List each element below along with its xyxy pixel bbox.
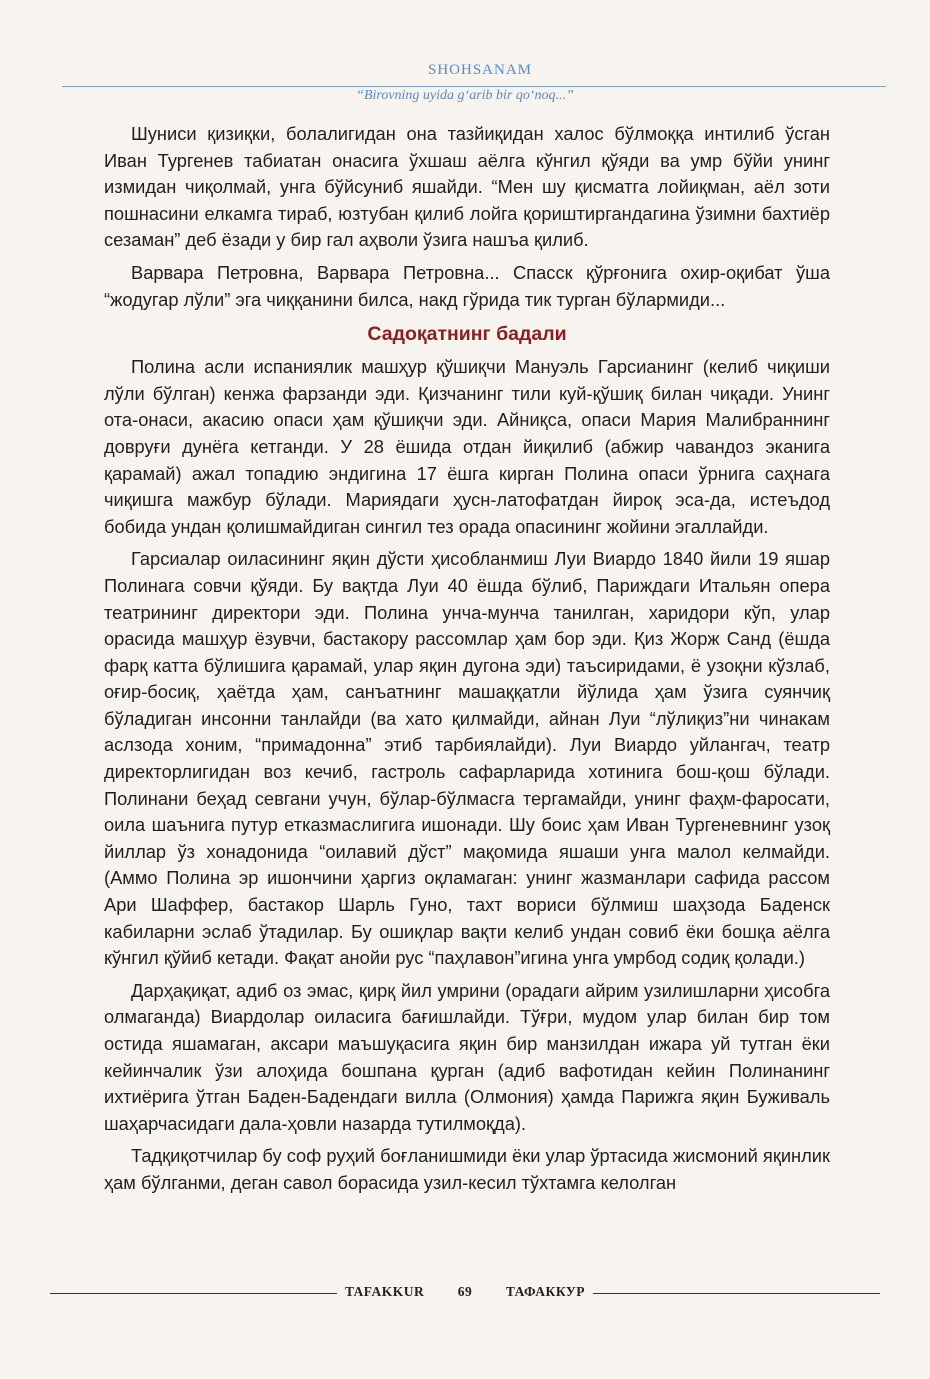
paragraph: Шуниси қизиқки, болалигидан она тазйиқидан халос бўлмоққа интилиб ўсган Иван Тургенев табиатан онасига ўхшаш аёлга кўнгил қўяди ва умр бўйи унинг измидан чиқолмай, унга бўйсуниб яшайди. “Мен шу қисматга лойиқман, аёл зоти пошнасини елкамга тираб, юзтубан қилиб лойга қориштиргандагина ўзимни бахтиёр сезаман” деб ёзади у бир гал аҳволи ўзига нашъа қилиб.: [104, 123, 830, 251]
paragraph: Дарҳақиқат, адиб оз эмас, қирқ йил умрини (орадаги айрим узилишларни ҳисобга олмаганда) Виардолар оиласига бағишлайди. Тўғри, мудом улар билан бир том остида яшамаган, аксари маъшуқасига яқин бир манзилдан ижара уй тутган ёки кейинчалик ўзи алоҳида бошпана қурган (адиб вафотидан кейин Полинанинг ихтиёрига ўтган Баден-Бадендаги вилла (Олмония) ҳамда Парижга яқин Буживаль шаҳарчасидаги дала-ҳовли назарда тутилмоқда).: [104, 979, 830, 1134]
page-number: 69: [457, 1284, 473, 1299]
paragraph: Тадқиқотчилар бу соф руҳий боғланишмиди ёки улар ўртасида жисмоний яқинлик ҳам бўлганми, деган савол борасида узил-кесил тўхтамга келолган: [104, 1145, 830, 1193]
footer-labels: [345, 1284, 585, 1300]
footer-rule-right: [593, 1293, 880, 1294]
header-rule: [62, 86, 886, 87]
paragraph: Гарсиалар оиласининг яқин дўсти ҳисобланмиш Луи Виардо 1840 йили 19 яшар Полинага совчи қўяди. Бу вақтда Луи 40 ёшда бўлиб, Париждаги Итальян опера театрининг директори эди. Полина унча-мунча танилган, харидори кўп, улар орасида машҳур ёзувчи, бастакору рассомлар ҳам бор эди. Қиз Жорж Санд (ёшда фарқ катта бўлишига қарамай, улар яқин дугона эди) таъсиридами, ё узоқни кўзлаб, оғир-босиқ, ҳаётда ҳам, санъатнинг машаққатли йўлида ҳам ўзига суянчиқ бўладиган инсонни танлайди (ва хато қилмайди, айнан Луи “лўлиқиз”ни чинакам аслзода хоним, “примадонна” этиб тарбиялайди). Луи Виардо уйлангач, театр директорлигидан воз кечиб, гастроль сафарларида хотинига бош-қош бўлади. Полинани беҳад севгани учун, бўлар-бўлмасга тергамайди, унинг фаҳм-фаросати, оила шаънига путур етказмаслигига ишонади. Шу боис ҳам Иван Тургеневнинг узоқ йиллар ўз хонадонида “оилавий дўст” мақомида яшаши унга малол келмайди. (Аммо Полина эр ишончини ҳаргиз оқламаган: унинг жазманлари сафида рассом Ари Шаффер, бастакор Шарль Гуно, тахт вориси бўлмиш шаҳзода Баденск кабиларни эслаб ўтадилар. Бу ошиқлар вақти келиб ундан совиб ёки бошқа аёлга кўнгил қўйиб кетади. Фақат анойи рус “паҳлавон”игина унга умрбод содиқ қолади.): [104, 548, 830, 969]
running-header: [0, 62, 930, 79]
page-footer: [0, 1284, 930, 1304]
paragraph: Полина асли испаниялик машҳур қўшиқчи Мануэль Гарсианинг (келиб чиқиши лўли бўлган) кенжа фарзанди эди. Қизчанинг тили куй-қўшиқ билан чиқади. Унинг ота-онаси, акасию опаси ҳам қўшиқчи эди. Айниқса, опаси Мария Малибраннинг довруғи дунёга кетганди. У 28 ёшида отдан йиқилиб (абжир чавандоз эканига қарамай) ажал топадию эндигина 17 ёшга кирган Полина опаси ўрнига саҳнага чиқишга мажбур бўлади. Мариядаги ҳусн-латофатдан йироқ эса-да, истеъдод бобида ундан қолишмайдиган сингил тез орада опасининг жойини эгаллайди.: [104, 356, 830, 537]
footer-left-label: TAFAKKUR: [345, 1284, 425, 1299]
header-subtitle: “Birovning uyida g‘arib bir qo‘noq...”: [356, 88, 574, 103]
section-heading: Садоқатнинг бадали: [367, 323, 567, 346]
article-body: [104, 121, 830, 1203]
footer-rule-left: [50, 1293, 337, 1294]
footer-right-label: ТАФАККУР: [505, 1284, 585, 1299]
paragraph: Варвара Петровна, Варвара Петровна... Спасск қўрғонига охир-оқибат ўша “жодугар лўли” эга чиққанини билса, накд гўрида тик турган бўлармиди...: [104, 261, 830, 310]
header-title: SHOHSANAM: [427, 62, 533, 78]
